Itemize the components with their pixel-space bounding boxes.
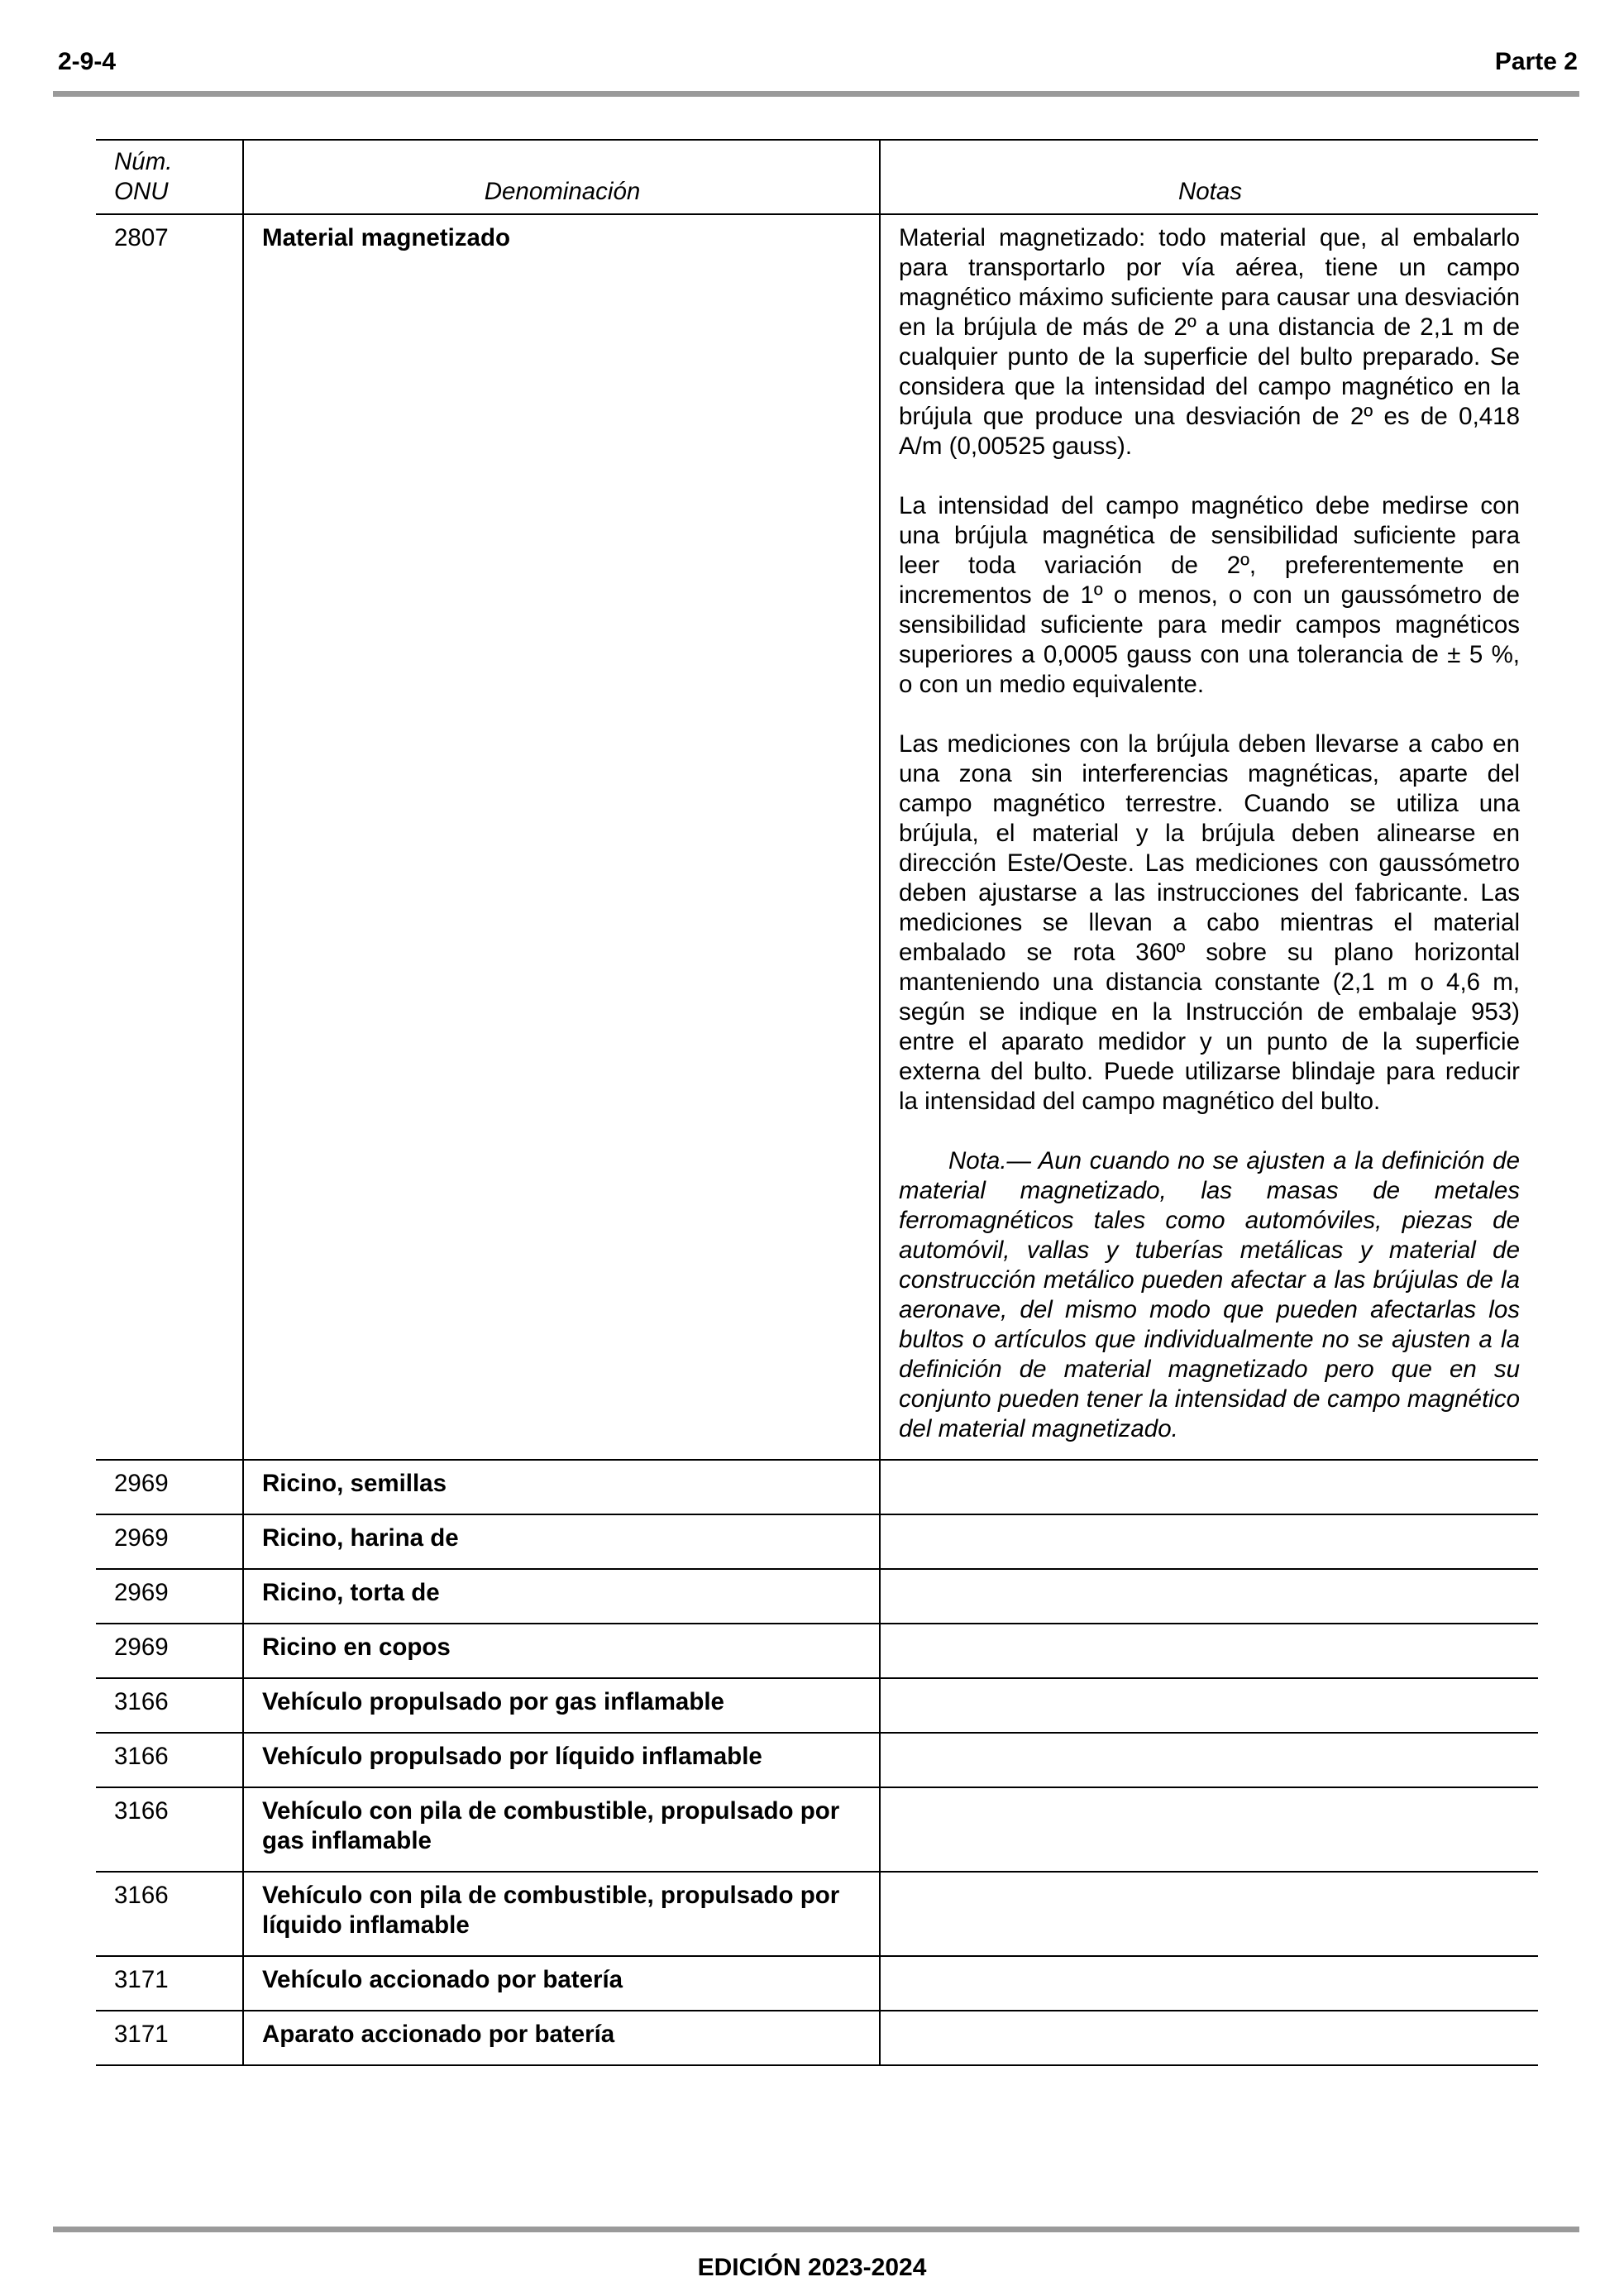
header-num-line1: Núm. (114, 148, 173, 175)
header-num-onu (96, 140, 243, 214)
header-denominacion: Denominación (243, 140, 880, 214)
row-num: 2969 (96, 1569, 243, 1624)
row-num: 2807 (96, 214, 243, 1460)
row-num: 3166 (96, 1872, 243, 1956)
table-row (96, 1787, 1538, 1872)
row-num: 2969 (96, 1460, 243, 1514)
row-name: Ricino en copos (243, 1624, 880, 1678)
row-notes (880, 2011, 1538, 2065)
table-row (96, 214, 1538, 1460)
row-name: Ricino, torta de (243, 1569, 880, 1624)
page-number: 2-9-4 (58, 48, 117, 75)
header-divider (53, 91, 1579, 97)
row-name: Vehículo con pila de combustible, propulsado por gas inflamable (243, 1787, 880, 1872)
row-num: 2969 (96, 1514, 243, 1569)
table-row (96, 1514, 1538, 1569)
table-row (96, 1624, 1538, 1678)
table-row (96, 1872, 1538, 1956)
table-row (96, 1678, 1538, 1733)
edition-footer: EDICIÓN 2023-2024 (697, 2254, 927, 2281)
note-text: Aun cuando no se ajusten a la definición de material magnetizado, las masas de metales ferromagnéticos tales como automóviles, piezas de automóvil, vallas y tuberías metálicas y material de construcción metálico pueden afectar a las brújulas de la aeronave, del mismo modo que pueden afectarlas los bultos o artículos que individualmente no se ajusten a la definición de material magnetizado pero que en su conjunto pueden tener la intensidad de campo magnético del material magnetizado. (899, 1147, 1520, 1442)
row-name: Ricino, harina de (243, 1514, 880, 1569)
table-row (96, 1460, 1538, 1514)
row-notes (880, 1872, 1538, 1956)
row-name: Aparato accionado por batería (243, 2011, 880, 2065)
row-notes (880, 1514, 1538, 1569)
table-row (96, 1733, 1538, 1787)
header-notas: Notas (880, 140, 1538, 214)
row-name: Ricino, semillas (243, 1460, 880, 1514)
row-notes (880, 1460, 1538, 1514)
notes-italic-note (899, 1146, 1520, 1444)
dangerous-goods-table (96, 139, 1538, 2066)
row-name: Vehículo propulsado por gas inflamable (243, 1678, 880, 1733)
table-row (96, 1569, 1538, 1624)
row-notes (880, 1787, 1538, 1872)
table-row (96, 1956, 1538, 2011)
row-num: 3166 (96, 1678, 243, 1733)
row-notes (880, 1733, 1538, 1787)
notes-paragraph: La intensidad del campo magnético debe medirse con una brújula magnética de sensibilidad suficiente para leer toda variación de 2º, preferentemente en incrementos de 1º o menos, o con un gaussómetro de sensibilidad suficiente para medir campos magnéticos superiores a 0,0005 gauss con una tolerancia de ± 5 %, o con un medio equivalente. (899, 492, 1520, 698)
row-num: 3171 (96, 2011, 243, 2065)
row-notes (880, 1956, 1538, 2011)
table-row (96, 2011, 1538, 2065)
row-notes (880, 214, 1538, 1460)
row-name: Material magnetizado (243, 214, 880, 1460)
row-num: 3166 (96, 1733, 243, 1787)
row-num: 3166 (96, 1787, 243, 1872)
row-notes (880, 1678, 1538, 1733)
part-label: Parte 2 (1494, 48, 1578, 75)
table-header-row (96, 140, 1538, 214)
page-header (58, 48, 1578, 76)
note-label: Nota.— (948, 1147, 1032, 1174)
row-notes (880, 1569, 1538, 1624)
footer-divider (53, 2227, 1579, 2232)
notes-paragraph: Las mediciones con la brújula deben llevarse a cabo en una zona sin interferencias magnéticas, aparte del campo magnético terrestre. Cuando se utiliza una brújula, el material y la brújula deben alinearse en dirección Este/Oeste. Las mediciones con gaussómetro deben ajustarse a las instrucciones del fabricante. Las mediciones se llevan a cabo mientras el material embalado se rota 360º sobre su plano horizontal manteniendo una distancia constante (2,1 m o 4,6 m, según se indique en la Instrucción de embalaje 953) entre el aparato medidor y un punto de la superficie externa del bulto. Puede utilizarse blindaje para reducir la intensidad del campo magnético del bulto. (899, 730, 1520, 1115)
row-name: Vehículo accionado por batería (243, 1956, 880, 2011)
row-num: 2969 (96, 1624, 243, 1678)
row-name: Vehículo propulsado por líquido inflamable (243, 1733, 880, 1787)
row-notes (880, 1624, 1538, 1678)
row-name: Vehículo con pila de combustible, propulsado por líquido inflamable (243, 1872, 880, 1956)
notes-paragraph: Material magnetizado: todo material que, al embalarlo para transportarlo por vía aérea, tiene un campo magnético máximo suficiente para causar una desviación en la brújula de más de 2º a una distancia de 2,1 m de cualquier punto de la superficie del bulto preparado. Se considera que la intensidad del campo magnético en la brújula que produce una desviación de 2º es de 0,418 A/m (0,00525 gauss). (899, 224, 1520, 460)
header-num-line2: ONU (114, 178, 169, 205)
row-num: 3171 (96, 1956, 243, 2011)
